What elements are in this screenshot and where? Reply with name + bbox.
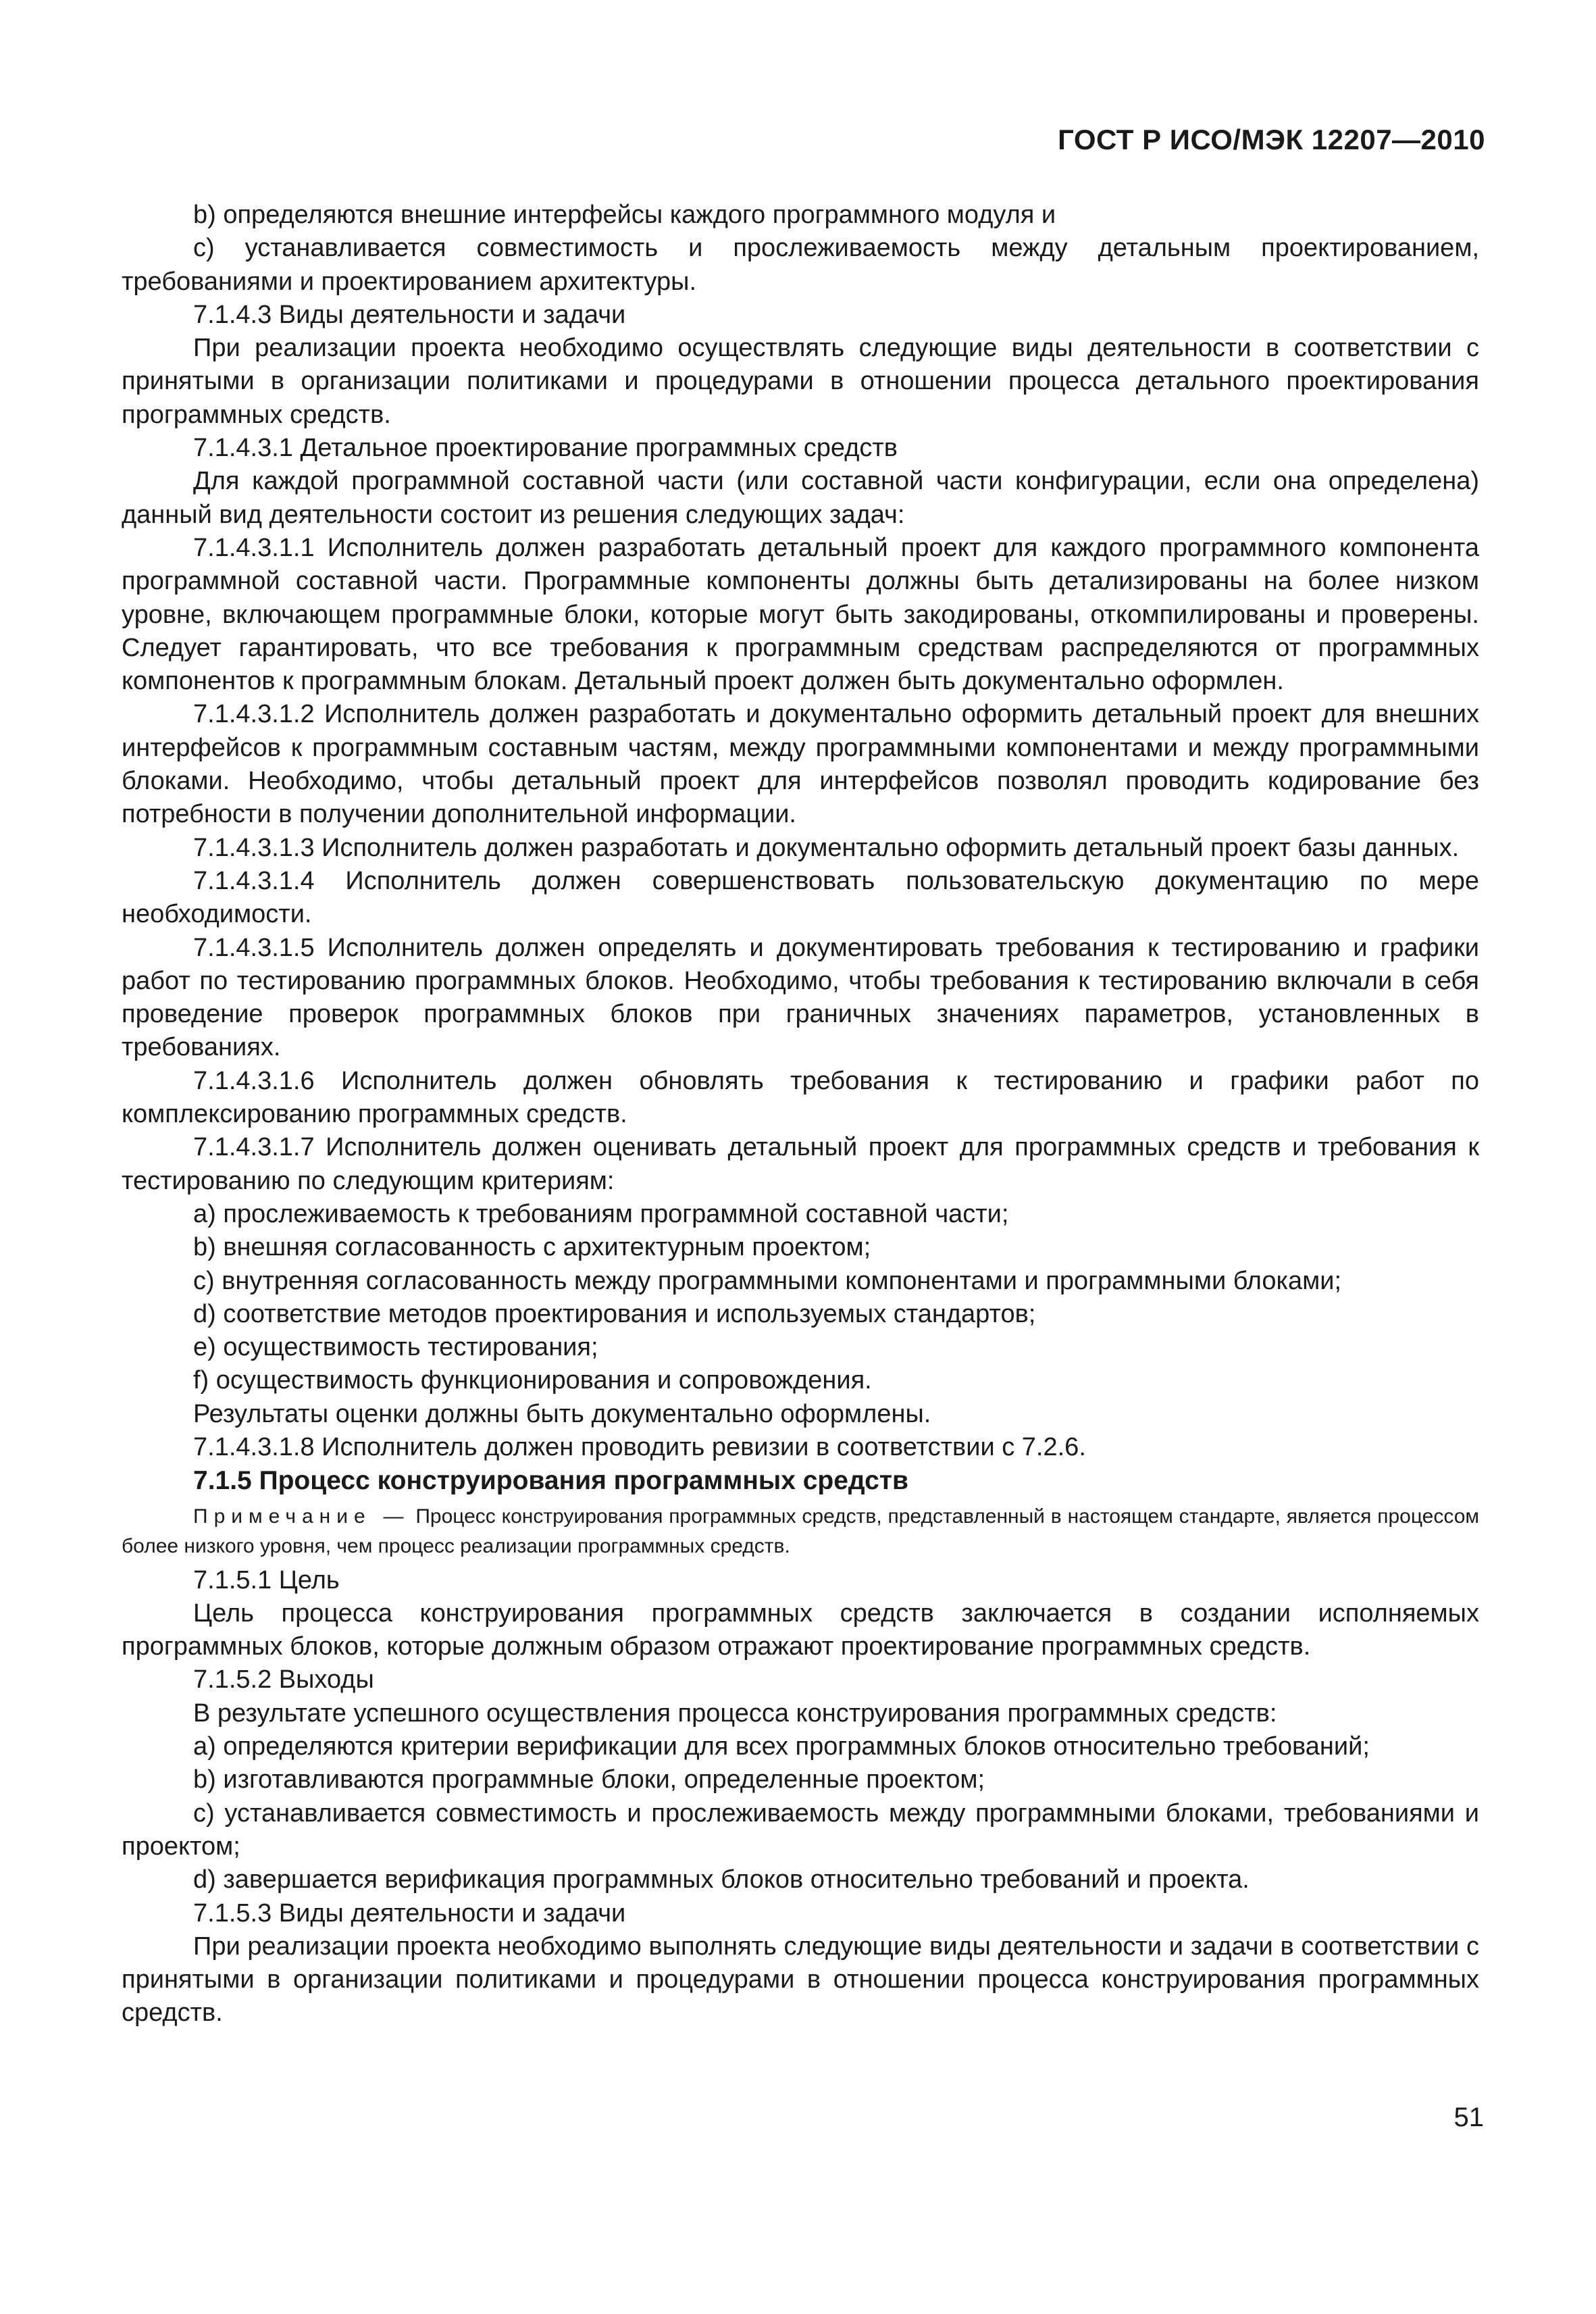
section-title: 7.1.5.3 Виды деятельности и задачи	[193, 1898, 626, 1928]
paragraph: 7.1.4.3.1.1 Исполнитель должен разработать детальный проект для каждого программного компонента программной составной части. Программные компоненты должны быть детализированы на более низком уровне, включающем программные блоки, которые могут быть закодированы, откомпилированы и проверены. Следует гарантировать, что все требования к программным средствам распределяются от программных компонентов к программным блокам. Детальный проект должен быть документально оформлен.	[122, 533, 1479, 696]
note-label: Примечание —	[193, 1505, 410, 1528]
list-item: f) осуществимость функционирования и сопровождения.	[193, 1366, 872, 1395]
note-text: Процесс конструирования программных средств, представленный в настоящем стандарте, является процессом более низкого уровня, чем процесс реализации программных средств.	[122, 1505, 1479, 1557]
list-item: c) внутренняя согласованность между программными компонентами и программными блоками;	[193, 1266, 1342, 1295]
list-item: b) изготавливаются программные блоки, определенные проектом;	[193, 1765, 985, 1794]
list-item: d) завершается верификация программных блоков относительно требований и проекта.	[193, 1865, 1250, 1894]
paragraph: Цель процесса конструирования программных средств заключается в создании исполняемых программных блоков, которые должным образом отражают проектирование программных средств.	[122, 1599, 1479, 1661]
list-item: b) внешняя согласованность с архитектурным проектом;	[193, 1233, 871, 1262]
section-title: 7.1.5.1 Цель	[193, 1565, 340, 1594]
page-body	[122, 199, 1479, 2030]
document-header: ГОСТ Р ИСО/МЭК 12207—2010	[1058, 124, 1485, 155]
section-title: 7.1.4.3.1 Детальное проектирование программных средств	[193, 434, 898, 463]
note	[122, 1502, 1479, 1561]
paragraph: 7.1.4.3.1.4 Исполнитель должен совершенствовать пользовательскую документацию по мере необходимости.	[122, 866, 1479, 929]
page-number: 51	[1453, 2103, 1484, 2132]
list-item: a) определяются критерии верификации для всех программных блоков относительно требований;	[193, 1732, 1370, 1761]
paragraph: 7.1.4.3.1.5 Исполнитель должен определять и документировать требования к тестированию и графики работ по тестированию программных блоков. Необходимо, чтобы требования к тестированию включали в себя проведение проверок программных блоков при граничных значениях параметров, установленных в требованиях.	[122, 933, 1479, 1062]
paragraph: 7.1.4.3.1.7 Исполнитель должен оценивать детальный проект для программных средств и требования к тестированию по следующим критериям:	[122, 1133, 1479, 1195]
list-item: e) осуществимость тестирования;	[193, 1333, 598, 1362]
paragraph: При реализации проекта необходимо выполнять следующие виды деятельности и задачи в соответствии с принятыми в организации политиками и процедурами в отношении процесса конструирования программных средств.	[122, 1932, 1479, 2028]
paragraph: Результаты оценки должны быть документально оформлены.	[193, 1399, 931, 1428]
paragraph: 7.1.4.3.1.6 Исполнитель должен обновлять требования к тестированию и графики работ по комплексированию программных средств.	[122, 1066, 1479, 1129]
list-item: c) устанавливается совместимость и прослеживаемость между детальным проектированием, требованиями и проектированием архитектуры.	[122, 234, 1479, 296]
list-item: d) соответствие методов проектирования и используемых стандартов;	[193, 1299, 1036, 1328]
list-item: b) определяются внешние интерфейсы каждого программного модуля и	[193, 201, 1056, 229]
paragraph: При реализации проекта необходимо осуществлять следующие виды деятельности в соответствии с принятыми в организации политиками и процедурами в отношении процесса детального проектирования программных средств.	[122, 334, 1479, 429]
section-title: 7.1.4.3 Виды деятельности и задачи	[193, 300, 626, 329]
paragraph: 7.1.4.3.1.3 Исполнитель должен разработать и документально оформить детальный проект базы данных.	[193, 833, 1460, 862]
section-heading: 7.1.5 Процесс конструирования программных средств	[193, 1466, 908, 1496]
paragraph: 7.1.4.3.1.8 Исполнитель должен проводить ревизии в соответствии с 7.2.6.	[193, 1432, 1086, 1461]
paragraph: 7.1.4.3.1.2 Исполнитель должен разработать и документально оформить детальный проект для внешних интерфейсов к программным составным частям, между программными компонентами и между программными блоками. Необходимо, чтобы детальный проект для интерфейсов позволял проводить кодирование без потребности в получении дополнительной информации.	[122, 700, 1479, 829]
list-item: a) прослеживаемость к требованиям программной составной части;	[193, 1199, 1009, 1228]
list-item: c) устанавливается совместимость и прослеживаемость между программными блоками, требованиями и проектом;	[122, 1799, 1479, 1861]
section-title: 7.1.5.2 Выходы	[193, 1665, 374, 1694]
paragraph: Для каждой программной составной части (или составной части конфигурации, если она определена) данный вид деятельности состоит из решения следующих задач:	[122, 467, 1479, 529]
paragraph: В результате успешного осуществления процесса конструирования программных средств:	[193, 1699, 1277, 1728]
